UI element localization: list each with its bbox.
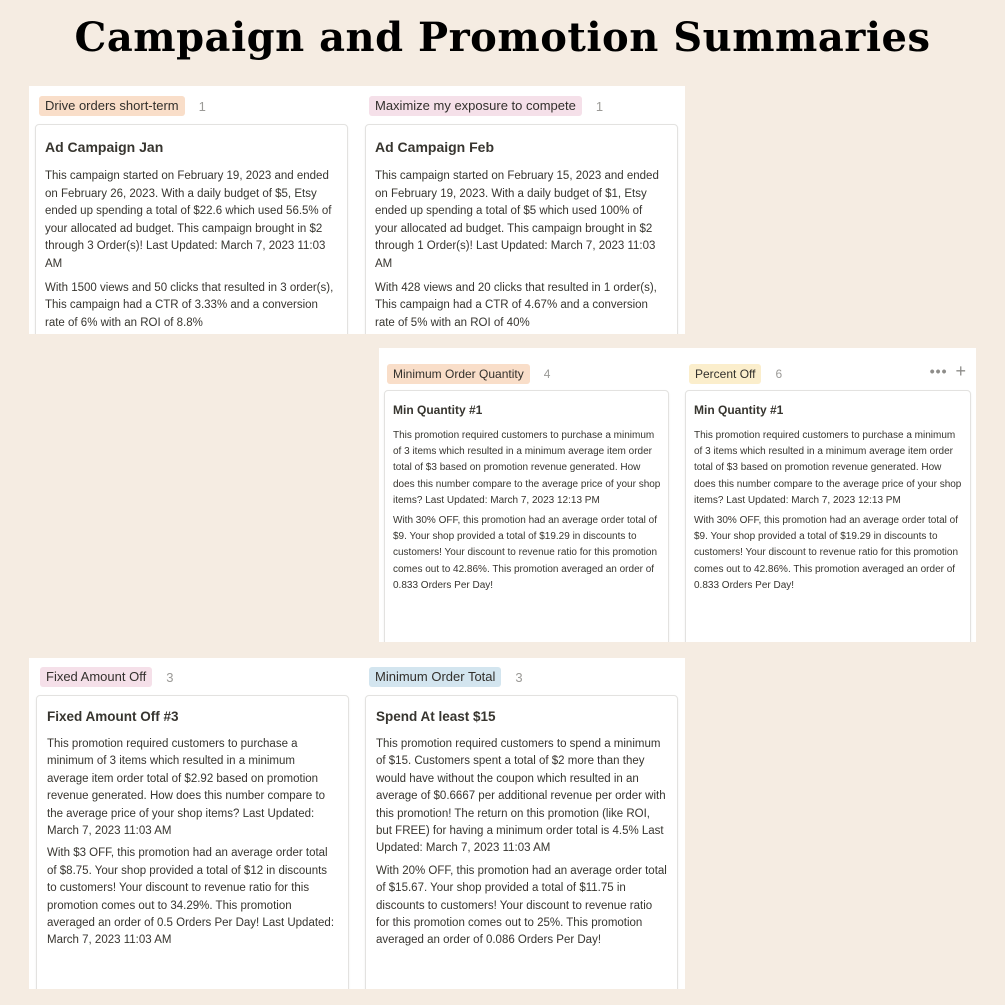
- card-metrics: With 1500 views and 50 clicks that resulted in 3 order(s), This campaign had a CTR of 3.33% and a conversion rate of 6% with an ROI of 8.8%: [45, 281, 334, 329]
- group-tag[interactable]: Minimum Order Total: [369, 667, 501, 687]
- group-header-min-order-total[interactable]: [369, 666, 523, 688]
- more-icon[interactable]: •••: [929, 363, 948, 379]
- card-summary: This promotion required customers to purchase a minimum of 3 items which resulted in a minimum average item order total of $3 based on promotion revenue generated. How does this number compare to the average price of your shop items? Last Updated: March 7, 2023 12:13 PM: [694, 430, 962, 506]
- card-metrics: With 30% OFF, this promotion had an average order total of $9. Your shop provided a total of $19.29 in discounts to customers! Your discount to revenue ratio for this promotion comes out to 42.86%. This promotion averaged an order of 0.833 Orders Per Day!: [393, 515, 658, 591]
- card-title: Fixed Amount Off #3: [47, 709, 179, 724]
- promotion-card[interactable]: [384, 390, 669, 642]
- card-summary: This campaign started on February 19, 2023 and ended on February 26, 2023. With a daily budget of $5, Etsy ended up spending a total of $22.6 which used 56.5% of your allocated ad budget. This campaign brought in $2 through 3 Order(s)! Last Updated: March 7, 2023 11:03 AM: [45, 170, 332, 270]
- card-summary: This promotion required customers to purchase a minimum of 3 items which resulted in a minimum average item order total of $3 based on promotion revenue generated. How does this number compare to the average price of your shop items? Last Updated: March 7, 2023 12:13 PM: [393, 430, 661, 506]
- group-count: 6: [775, 367, 783, 381]
- group-tag[interactable]: Maximize my exposure to compete: [369, 96, 582, 116]
- group-header-drive-orders[interactable]: [39, 95, 206, 117]
- campaign-card[interactable]: [365, 124, 678, 334]
- group-tag[interactable]: Drive orders short-term: [39, 96, 185, 116]
- promotion-card[interactable]: [365, 695, 678, 989]
- plus-icon[interactable]: +: [955, 361, 966, 381]
- card-summary: This campaign started on February 15, 2023 and ended on February 19, 2023. With a daily budget of $1, Etsy ended up spending a total of $5 which used 100% of your allocated ad budget. This campaign brought in $2 through 1 Order(s)! Last Updated: March 7, 2023 11:03 AM: [375, 170, 659, 270]
- card-title: Min Quantity #1: [393, 403, 483, 417]
- group-tag[interactable]: Minimum Order Quantity: [387, 364, 530, 384]
- card-summary: This promotion required customers to spend a minimum of $15. Customers spent a total of $2 more than they would have without the coupon which resulted in an average of $0.6667 per additional revenue per order with this promotion! The return on this promotion (like ROI, but FREE) for having a minimum order total is 4.5% Last Updated: March 7, 2023 11:03 AM: [376, 738, 666, 855]
- promotions-board-bottom: [29, 658, 685, 989]
- group-tag[interactable]: Percent Off: [689, 364, 761, 384]
- group-header-percent-off[interactable]: [689, 363, 782, 385]
- group-header-fixed-amount-off[interactable]: [40, 666, 173, 688]
- campaign-card[interactable]: [35, 124, 348, 334]
- group-count: 3: [166, 669, 174, 685]
- campaigns-board: [29, 86, 685, 334]
- card-metrics: With $3 OFF, this promotion had an average order total of $8.75. Your shop provided a total of $12 in discounts to customers! Your discount to revenue ratio for this promotion comes out to 34.29%. This promotion averaged an order of 0.5 Orders Per Day! Last Updated: March 7, 2023 11:03 AM: [47, 847, 335, 947]
- group-count: 1: [595, 98, 604, 114]
- card-metrics: With 20% OFF, this promotion had an average order total of $15.67. Your shop provided a total of $11.75 in discounts to customers! Your discount to revenue ratio for this promotion comes out to 25%. This promotion averaged an order of 0.086 Orders Per Day!: [376, 864, 667, 947]
- card-metrics: With 428 views and 20 clicks that resulted in 1 order(s), This campaign had a CTR of 4.67% and a conversion rate of 5% with an ROI of 40%: [375, 281, 657, 329]
- group-tag[interactable]: Fixed Amount Off: [40, 667, 152, 687]
- page-title: Campaign and Promotion Summaries: [74, 14, 931, 61]
- card-title: Spend At least $15: [376, 709, 496, 724]
- card-metrics: With 30% OFF, this promotion had an average order total of $9. Your shop provided a total of $19.29 in discounts to customers! Your discount to revenue ratio for this promotion comes out to 42.86%. This promotion averaged an order of 0.833 Orders Per Day!: [694, 515, 959, 591]
- board-actions: [929, 361, 966, 381]
- group-header-maximize-exposure[interactable]: [369, 95, 603, 117]
- promotions-board-top: [379, 348, 976, 642]
- group-count: 3: [515, 669, 523, 685]
- card-title: Min Quantity #1: [694, 403, 784, 417]
- group-count: 4: [543, 367, 551, 381]
- group-count: 1: [198, 98, 206, 114]
- card-title: Ad Campaign Feb: [375, 139, 495, 155]
- card-title: Ad Campaign Jan: [45, 139, 164, 155]
- promotion-card[interactable]: [685, 390, 971, 642]
- card-summary: This promotion required customers to purchase a minimum of 3 items which resulted in a minimum average item order total of $2.92 based on promotion revenue generated. How does this number compare to the average price of your shop items? Last Updated: March 7, 2023 11:03 AM: [47, 738, 326, 838]
- promotion-card[interactable]: [36, 695, 349, 989]
- group-header-min-order-quantity[interactable]: [387, 363, 550, 385]
